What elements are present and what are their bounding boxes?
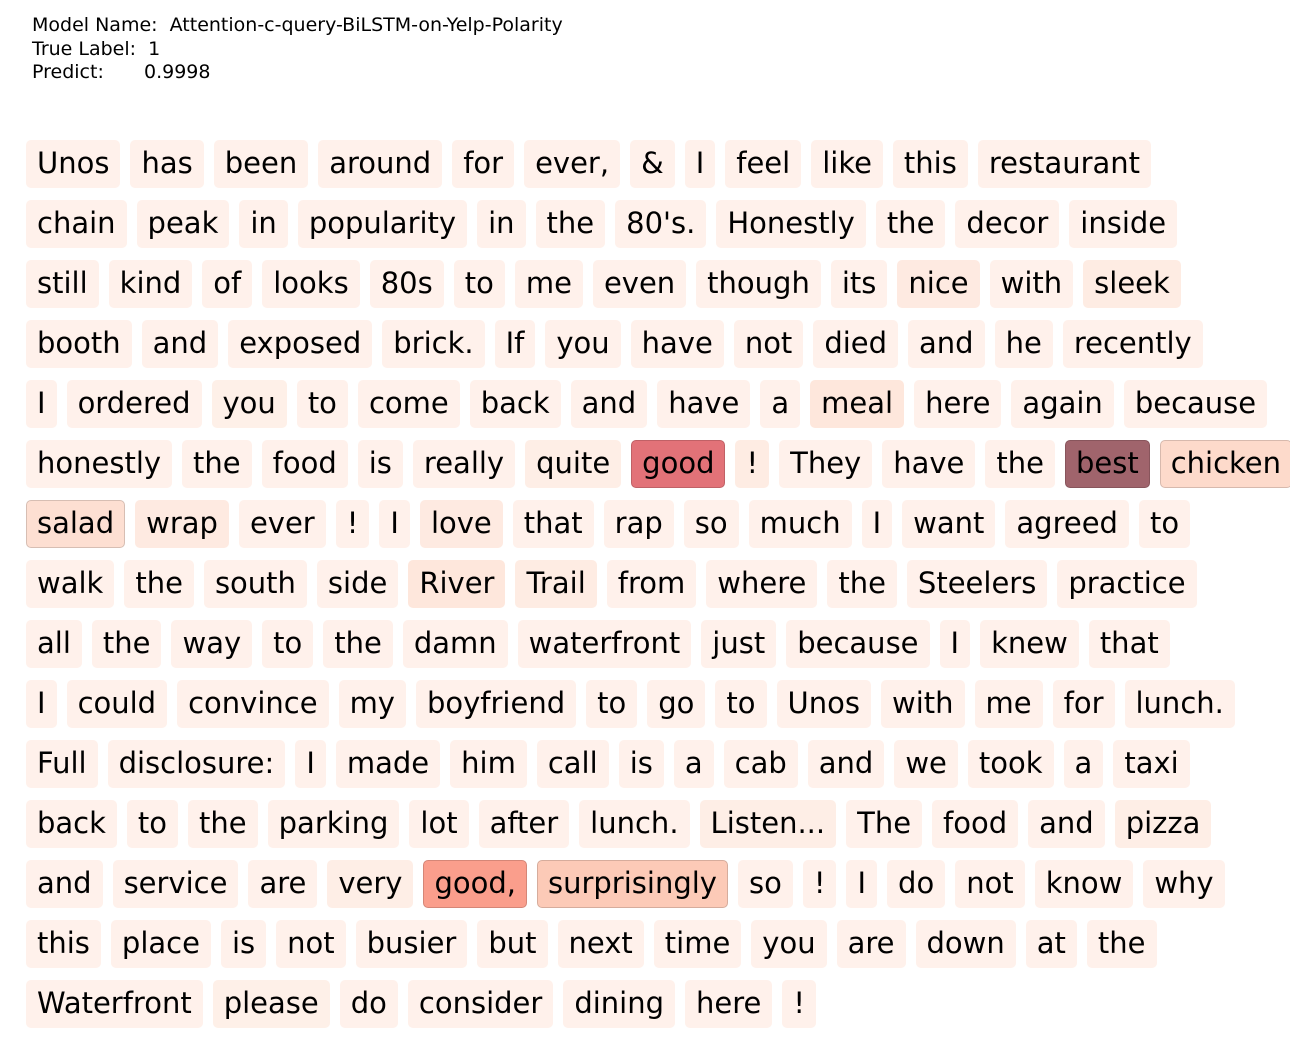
token: again <box>1011 380 1113 428</box>
token: to <box>262 620 313 668</box>
token: Unos <box>777 680 871 728</box>
token: ! <box>782 980 816 1028</box>
token: a <box>760 380 800 428</box>
token: feel <box>725 140 801 188</box>
token: have <box>882 440 975 488</box>
token: ever, <box>524 140 620 188</box>
token: in <box>239 200 287 248</box>
token: much <box>749 500 852 548</box>
token: back <box>470 380 561 428</box>
token: made <box>336 740 440 788</box>
token: best <box>1065 440 1150 488</box>
token: the <box>323 620 393 668</box>
token: recently <box>1063 320 1203 368</box>
text-line <box>26 980 1288 1040</box>
token: that <box>513 500 594 548</box>
token: the <box>1087 920 1157 968</box>
token: the <box>985 440 1055 488</box>
text-line <box>26 440 1288 500</box>
token: Full <box>26 740 98 788</box>
token: for <box>1053 680 1115 728</box>
token: next <box>558 920 644 968</box>
token: is <box>221 920 266 968</box>
token: why <box>1143 860 1224 908</box>
token: food <box>262 440 348 488</box>
token: is <box>358 440 403 488</box>
text-line <box>26 140 1288 200</box>
model-name-value: Attention-c-query-BiLSTM-on-Yelp-Polarity <box>169 14 563 36</box>
token: has <box>130 140 203 188</box>
token: a <box>1064 740 1104 788</box>
token: nice <box>897 260 979 308</box>
token: pizza <box>1115 800 1212 848</box>
token: my <box>339 680 406 728</box>
token: I <box>379 500 410 548</box>
token: disclosure: <box>108 740 286 788</box>
token: cab <box>724 740 798 788</box>
token: because <box>1124 380 1267 428</box>
token: around <box>318 140 442 188</box>
token: ! <box>735 440 769 488</box>
token: meal <box>810 380 904 428</box>
token: been <box>214 140 308 188</box>
token: place <box>111 920 211 968</box>
token: even <box>593 260 686 308</box>
token: Honestly <box>716 200 865 248</box>
text-line <box>26 560 1288 620</box>
token: looks <box>262 260 359 308</box>
token: parking <box>268 800 400 848</box>
token: ordered <box>67 380 202 428</box>
token: of <box>202 260 252 308</box>
token: exposed <box>228 320 372 368</box>
token: you <box>545 320 620 368</box>
token: ! <box>803 860 837 908</box>
token: ! <box>336 500 370 548</box>
token: lunch. <box>1125 680 1235 728</box>
attention-heatmap-text <box>26 140 1288 1040</box>
true-label-value: 1 <box>148 37 161 60</box>
token: that <box>1089 620 1170 668</box>
token: to <box>715 680 766 728</box>
token: with <box>881 680 965 728</box>
token: consider <box>408 980 553 1028</box>
token: and <box>142 320 219 368</box>
token: the <box>876 200 946 248</box>
token: could <box>67 680 168 728</box>
prediction-info <box>32 14 563 85</box>
token: down <box>916 920 1016 968</box>
token: the <box>827 560 897 608</box>
text-line <box>26 800 1288 860</box>
token: him <box>450 740 527 788</box>
token: ever <box>239 500 326 548</box>
token: agreed <box>1005 500 1129 548</box>
token: come <box>358 380 460 428</box>
token: back <box>26 800 117 848</box>
token: this <box>26 920 101 968</box>
token: time <box>654 920 742 968</box>
token: sleek <box>1083 260 1181 308</box>
token: he <box>995 320 1053 368</box>
token: wrap <box>135 500 229 548</box>
token: salad <box>26 500 125 548</box>
token: I <box>940 620 971 668</box>
token: not <box>734 320 804 368</box>
token: 80's. <box>615 200 706 248</box>
token: lot <box>409 800 468 848</box>
token: restaurant <box>978 140 1151 188</box>
text-line <box>26 680 1288 740</box>
token: boyfriend <box>416 680 576 728</box>
token: want <box>902 500 995 548</box>
predict-row <box>32 61 563 85</box>
text-line <box>26 380 1288 440</box>
token: decor <box>955 200 1059 248</box>
text-line <box>26 860 1288 920</box>
token: chain <box>26 200 127 248</box>
token: here <box>914 380 1001 428</box>
token: to <box>586 680 637 728</box>
token: Unos <box>26 140 120 188</box>
token: knew <box>980 620 1079 668</box>
token: you <box>212 380 287 428</box>
token: really <box>413 440 515 488</box>
token: and <box>26 860 103 908</box>
token: 80s <box>370 260 444 308</box>
token: not <box>955 860 1025 908</box>
token: booth <box>26 320 132 368</box>
token: and <box>908 320 985 368</box>
token: after <box>479 800 570 848</box>
token: its <box>831 260 888 308</box>
token: me <box>975 680 1043 728</box>
token: popularity <box>298 200 467 248</box>
token: dining <box>563 980 675 1028</box>
token: like <box>811 140 883 188</box>
token: is <box>619 740 664 788</box>
token: please <box>213 980 330 1028</box>
token: peak <box>137 200 230 248</box>
token: know <box>1035 860 1134 908</box>
token: practice <box>1057 560 1196 608</box>
token: to <box>127 800 178 848</box>
token: service <box>113 860 239 908</box>
token: busier <box>356 920 468 968</box>
token: chicken <box>1160 440 1290 488</box>
token: I <box>26 680 57 728</box>
token: with <box>990 260 1074 308</box>
text-line <box>26 260 1288 320</box>
token: not <box>276 920 346 968</box>
token: love <box>420 500 503 548</box>
token: are <box>248 860 317 908</box>
token: I <box>26 380 57 428</box>
token: the <box>536 200 606 248</box>
token: died <box>813 320 898 368</box>
token: in <box>477 200 525 248</box>
token: I <box>295 740 326 788</box>
token: have <box>657 380 750 428</box>
token: here <box>685 980 772 1028</box>
token: you <box>751 920 826 968</box>
text-line <box>26 920 1288 980</box>
token: very <box>327 860 413 908</box>
token: where <box>706 560 817 608</box>
token: way <box>171 620 252 668</box>
token: rap <box>604 500 674 548</box>
token: damn <box>403 620 508 668</box>
token: taxi <box>1113 740 1189 788</box>
token: and <box>808 740 885 788</box>
model-name-label: Model Name: <box>32 14 158 36</box>
token: call <box>537 740 609 788</box>
token: I <box>846 860 877 908</box>
token: go <box>647 680 705 728</box>
token: the <box>92 620 162 668</box>
token: do <box>340 980 398 1028</box>
token: Trail <box>515 560 596 608</box>
text-line <box>26 740 1288 800</box>
token: Listen... <box>700 800 837 848</box>
token: south <box>204 560 307 608</box>
predict-value: 0.9998 <box>144 61 211 83</box>
token: waterfront <box>518 620 692 668</box>
token: so <box>738 860 793 908</box>
token: good, <box>423 860 527 908</box>
token: lunch. <box>579 800 689 848</box>
token: They <box>779 440 872 488</box>
token: and <box>571 380 648 428</box>
token: but <box>477 920 547 968</box>
token: from <box>607 560 697 608</box>
token: the <box>182 440 252 488</box>
token: to <box>297 380 348 428</box>
token: the <box>188 800 258 848</box>
token: honestly <box>26 440 172 488</box>
token: though <box>696 260 821 308</box>
token: brick. <box>382 320 484 368</box>
text-line <box>26 620 1288 680</box>
token: me <box>515 260 583 308</box>
token: surprisingly <box>537 860 728 908</box>
token: have <box>631 320 724 368</box>
token: to <box>1139 500 1190 548</box>
token: If <box>495 320 536 368</box>
token: kind <box>109 260 193 308</box>
token: walk <box>26 560 114 608</box>
model-name-row <box>32 14 563 38</box>
token: the <box>124 560 194 608</box>
token: convince <box>177 680 328 728</box>
predict-label: Predict: <box>32 61 104 83</box>
token: are <box>837 920 906 968</box>
token: I <box>685 140 716 188</box>
token: for <box>452 140 514 188</box>
token: River <box>408 560 505 608</box>
token: at <box>1026 920 1077 968</box>
token: Waterfront <box>26 980 203 1028</box>
true-label-label: True Label: <box>32 37 137 60</box>
token: I <box>862 500 893 548</box>
token: inside <box>1069 200 1177 248</box>
token: and <box>1028 800 1105 848</box>
token: just <box>701 620 776 668</box>
token: quite <box>525 440 621 488</box>
token: side <box>317 560 398 608</box>
token: do <box>887 860 945 908</box>
token: took <box>968 740 1054 788</box>
token: The <box>846 800 922 848</box>
token: to <box>454 260 505 308</box>
token: this <box>893 140 968 188</box>
token: Steelers <box>907 560 1047 608</box>
token: all <box>26 620 82 668</box>
text-line <box>26 500 1288 560</box>
token: still <box>26 260 99 308</box>
token: we <box>894 740 958 788</box>
token: & <box>630 140 675 188</box>
true-label-row <box>32 38 563 62</box>
token: food <box>932 800 1018 848</box>
text-line <box>26 200 1288 260</box>
token: because <box>786 620 929 668</box>
token: good <box>631 440 725 488</box>
token: so <box>684 500 739 548</box>
text-line <box>26 320 1288 380</box>
token: a <box>674 740 714 788</box>
